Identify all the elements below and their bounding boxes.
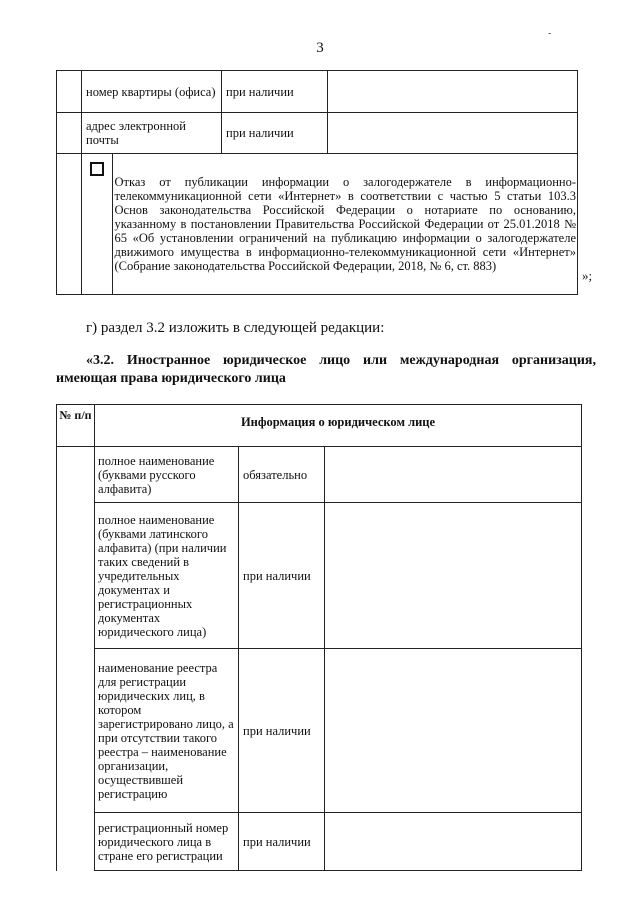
refusal-checkbox[interactable] xyxy=(90,162,104,176)
table-row xyxy=(57,649,582,813)
field-requirement: при наличии xyxy=(222,71,328,113)
field-label: адрес электронной почты xyxy=(82,113,222,154)
header-info: Информация о юридическом лице xyxy=(95,405,582,447)
number-cell xyxy=(57,447,95,503)
field-requirement: при наличии xyxy=(239,503,325,649)
number-cell xyxy=(57,154,82,295)
header-number: № п/п xyxy=(57,405,95,447)
field-requirement: при наличии xyxy=(239,649,325,813)
table-row xyxy=(57,447,582,503)
legal-entity-contact-table xyxy=(56,70,578,295)
field-label: наименование реестра для регистрации юридических лиц, в котором зарегистрировано лицо, а при отсутствии такого реестра – наименование организации, осуществившей регистрацию xyxy=(95,649,239,813)
foreign-legal-entity-table xyxy=(56,404,582,871)
field-value-cell[interactable] xyxy=(325,447,582,503)
refusal-checkbox-cell[interactable] xyxy=(82,154,112,294)
field-label: регистрационный номер юридического лица в стране его регистрации xyxy=(95,813,239,871)
number-cell xyxy=(57,71,82,113)
field-value-cell[interactable] xyxy=(325,813,582,871)
refusal-cell xyxy=(82,154,578,295)
refusal-text: Отказ от публикации информации о залогодержателе в информационно-телекоммуникационной сети «Интернет» в соответствии с частью 5 статьи 103.3 Основ законодательства Российской Федерации о нотариате по основанию, указанному в постановлении Правительства Российской Федерации от 25.01.2018 № 65 «Об установлении ограничений на публикацию информации о залогодержателе движимого имущества в информационно-телекоммуникационной сети «Интернет» (Собрание законодательства Российской Федерации, 2018, № 6, ст. 883) xyxy=(114,174,576,273)
number-cell xyxy=(57,113,82,154)
field-value-cell[interactable] xyxy=(328,113,578,154)
number-cell xyxy=(57,649,95,813)
field-value-cell[interactable] xyxy=(325,503,582,649)
section-heading-line2: имеющая права юридического лица xyxy=(56,371,286,386)
closing-quote: »; xyxy=(582,268,593,283)
field-label: полное наименование (буквами латинского алфавита) (при наличии таких сведений в учредительных документах и регистрационных документах юридического лица) xyxy=(95,503,239,649)
field-label: полное наименование (буквами русского алфавита) xyxy=(95,447,239,503)
field-value-cell[interactable] xyxy=(328,71,578,113)
table-row xyxy=(57,503,582,649)
field-requirement: при наличии xyxy=(239,813,325,871)
field-value-cell[interactable] xyxy=(325,649,582,813)
table-header-row xyxy=(57,405,582,447)
table-row xyxy=(57,71,578,113)
amendment-instruction: г) раздел 3.2 изложить в следующей редакции: xyxy=(86,320,385,336)
number-cell xyxy=(57,503,95,649)
table-row xyxy=(57,113,578,154)
section-heading-line1: «3.2. Иностранное юридическое лицо или международная организация, xyxy=(86,353,596,368)
page-number: 3 xyxy=(316,40,324,56)
corner-mark: - xyxy=(548,28,552,39)
number-cell xyxy=(57,813,95,871)
field-label: номер квартиры (офиса) xyxy=(82,71,222,113)
field-requirement: при наличии xyxy=(222,113,328,154)
table-row xyxy=(57,154,578,295)
section-heading xyxy=(56,352,596,388)
field-requirement: обязательно xyxy=(239,447,325,503)
table-row xyxy=(57,813,582,871)
